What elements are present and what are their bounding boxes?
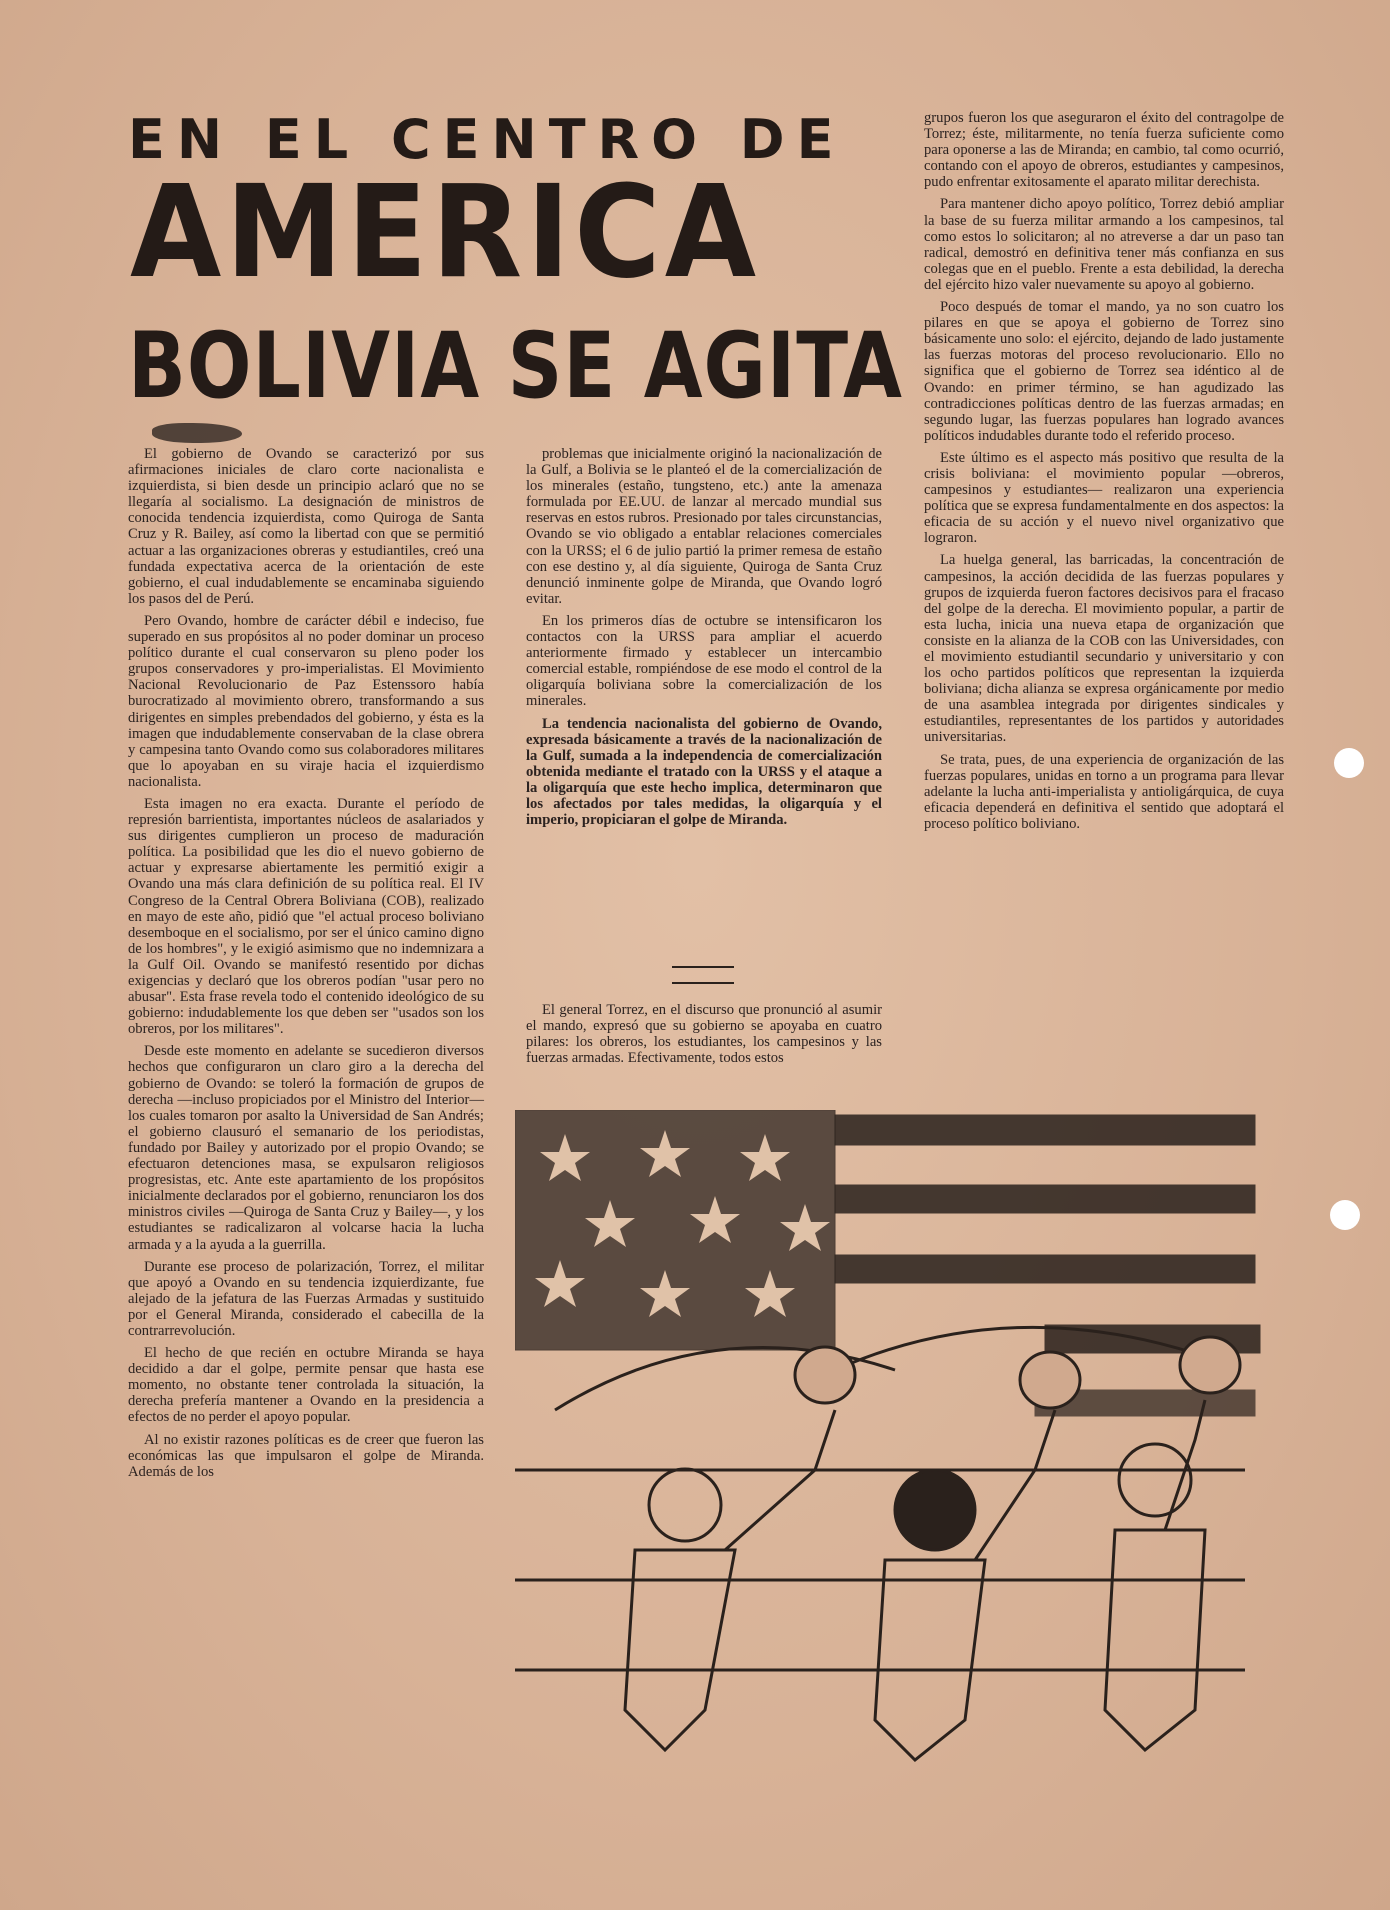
- article-column-2: [526, 446, 882, 834]
- section-divider-bottom: [672, 982, 734, 984]
- paragraph: Se trata, pues, de una experiencia de organización de las fuerzas populares, unidas en torno a un programa para llevar adelante la lucha anti-imperialista y antioligárquica, de cuya eficacia dependerá en definitiva el sentido que adoptará el proceso político boliviano.: [924, 751, 1284, 832]
- paragraph: El general Torrez, en el discurso que pronunció al asumir el mando, expresó que su gobierno se apoyaba en cuatro pilares: los obreros, los estudiantes, los campesinos y las fuerzas armadas. Efectivamente, todos estos: [526, 1002, 882, 1067]
- paragraph: La huelga general, las barricadas, la concentración de campesinos, la acción decidida de las fuerzas populares y grupos de izquierda fueron factores decisivos para el fracaso del golpe de la derecha. El movimiento popular, a partir de esta lucha, inicia una nueva etapa de organización que consiste en la alianza de la COB con las Universidades, con el movimiento estudiantil secundario y universitario y con los ocho partidos políticos que representan la izquierda boliviana; dicha alianza se expresa orgánicamente por medio de una asamblea integrada por dirigentes sindicales y estudiantiles, representantes de los partidos y autoridades universitarias.: [924, 552, 1284, 746]
- ink-smudge: [152, 423, 242, 443]
- paragraph: Este último es el aspecto más positivo que resulta de la crisis boliviana: el movimiento popular —obreros, campesinos y estudiantes— realizaron una experiencia política que se expresa fundamentalmente en dos aspectos: la eficacia de su acción y el nuevo nivel organizativo que lograron.: [924, 449, 1284, 547]
- punch-hole-bottom: [1330, 1200, 1360, 1230]
- us-flag-icon: [515, 1110, 1260, 1416]
- paragraph: La tendencia nacionalista del gobierno de Ovando, expresada básicamente a través de la nacionalización de la Gulf, sumada a la independencia de comercialización obtenida mediante el tratado con la URSS y el ataque a la oligarquía que este hecho implica, determinaron que los afectados por tales medidas, la oligarquía y el imperio, propiciaran el golpe de Miranda.: [526, 715, 882, 829]
- paragraph: Poco después de tomar el mando, ya no son cuatro los pilares en que se apoya el gobierno de Torrez sino básicamente uno solo: el ejército, dejando de lado justamente las fuerzas motoras del proceso revolucionario. Ello no significa que el gobierno de Torrez sea idéntico al de Ovando: en primer término, se han agudizado las contradicciones políticas dentro de las fuerzas armadas; en segundo lugar, las fuerzas populares han logrado avances políticos indudables durante todo el referido proceso.: [924, 299, 1284, 444]
- paragraph: Para mantener dicho apoyo político, Torrez debió ampliar la base de su fuerza militar armando a los campesinos, tal como estos lo solicitaron; al no atreverse a dar un paso tan radical, demostró en definitiva tener más confianza en sus colegas que en el pueblo. Frente a esta debilidad, la derecha del ejército hizo valer nuevamente su apoyo al gobierno.: [924, 196, 1284, 293]
- paragraph: Esta imagen no era exacta. Durante el período de represión barrientista, importantes núcleos de asalariados y sus dirigentes cumplieron un proceso de maduración política. La posibilidad que les dio el nuevo gobierno de actuar y expresarse abiertamente les permitió exigir a Ovando una más clara definición de su política real. El IV Congreso de la Central Obrera Boliviana (COB), realizado en mayo de este año, pidió que "el actual proceso boliviano desemboque en el socialismo, por ser el único camino digno de los hombres", y le exigió asimismo que no indemnizara a la Gulf Oil. Ovando se manifestó resentido por dichas exigencias y declaró que los obreros podían "usar pero no abusar". Esta frase revela todo el contenido ideológico de su gobierno: indudablemente los que deben ser "usados son los obreros, por los militares".: [128, 795, 484, 1038]
- cartoon-illustration: [515, 1110, 1265, 1790]
- article-column-2-continued: [526, 1002, 882, 1072]
- paragraph: El hecho de que recién en octubre Miranda se haya decidido a dar el golpe, permite pensar que hasta ese momento, no obstante tener controlada la situación, la derecha prefería mantener a Ovando en la presidencia a efectos de no perder el apoyo popular.: [128, 1345, 484, 1426]
- article-column-1: [128, 446, 484, 1486]
- paragraph: Al no existir razones políticas es de creer que fueron las económicas las que impulsaron el golpe de Miranda. Además de los: [128, 1431, 484, 1480]
- paragraph: El gobierno de Ovando se caracterizó por sus afirmaciones iniciales de claro corte nacionalista e izquierdista, si bien desde un principio aclaró que no se llegaría al socialismo. La designación de ministros de conocida tendencia izquierdista, como Quiroga de Santa Cruz y R. Bailey, así como la libertad con que se permitió actuar a las organizaciones obreras y estudiantiles, creó una fundada expectativa acerca de la orientación de este gobierno, el cual indudablemente se encaminaba siguiendo los pasos del de Perú.: [128, 446, 484, 607]
- paragraph: grupos fueron los que aseguraron el éxito del contragolpe de Torrez; éste, militarmente, no tenía fuerza suficiente como para oponerse a las de Miranda; en cambio, tal como ocurrió, contando con el apoyo de obreros, estudiantes y campesinos, pudo enfrentar exitosamente el aparato militar derechista.: [924, 110, 1284, 191]
- article-column-3: [924, 110, 1284, 838]
- paragraph: problemas que inicialmente originó la nacionalización de la Gulf, a Bolivia se le planteó el de la comercialización de los minerales (estaño, tungsteno, etc.) ante la amenaza formulada por EE.UU. de lanzar al mercado mundial sus reservas en estos rubros. Presionado por tales circunstancias, Ovando se vio obligado a entablar relaciones comerciales con la URSS; el 6 de julio partió la primer remesa de estaño con ese destino y, al día siguiente, Quiroga de Santa Cruz denunció inminente golpe de Miranda, que Ovando logró evitar.: [526, 446, 882, 607]
- paragraph: Durante ese proceso de polarización, Torrez, el militar que apoyó a Ovando en su tendencia izquierdizante, fue alejado de la jefatura de las Fuerzas Armadas y sustituido por el General Miranda, considerado el cabecilla de la contrarrevolución.: [128, 1258, 484, 1339]
- paragraph: Pero Ovando, hombre de carácter débil e indeciso, fue superado en sus propósitos al no poder dominar un proceso político durante el cual conservaron su pleno poder los grupos conservadores y pro-imperialistas. El Movimiento Nacional Revolucionario de Paz Estenssoro había burocratizado al movimiento obrero, transformando a sus dirigentes en simples prebendados del gobierno, y ésta es la imagen que indudablemente conservaban de la clase obrera y campesina tanto Ovando como sus colaboradores militares que lo apoyaban en su viraje hacia el izquierdismo nacionalista.: [128, 612, 484, 790]
- headline-sub: BOLIVIA SE AGITA: [128, 311, 903, 419]
- headline-main: AMERICA: [130, 157, 761, 307]
- paragraph: Desde este momento en adelante se sucedieron diversos hechos que configuraron un claro giro a la derecha del gobierno de Ovando: se toleró la formación de grupos de derecha —incluso propiciados por el Ministro del Interior— los cuales tomaron por asalto la Universidad de San Andrés; el gobierno clausuró el semanario de los periodistas, fundado por Bailey y autorizado por el propio Ovando; se efectuaron detenciones masa, se expulsaron religiosos progresistas, etc. Ante este apartamiento de los propósitos inicialmente declarados por el gobierno, renunciaron los dos ministros civiles —Quiroga de Santa Cruz y Bailey—, y los estudiantes se radicalizaron al volcarse hacia la lucha armada y a la ayuda a la guerrilla.: [128, 1043, 484, 1253]
- punch-hole-top: [1334, 748, 1364, 778]
- headline-kicker: EN EL CENTRO DE: [128, 108, 846, 171]
- paragraph: En los primeros días de octubre se intensificaron los contactos con la URSS para ampliar el acuerdo anteriormente firmado y establecer un intercambio comercial estable, rompiéndose de ese modo el control de la oligarquía boliviana sobre la comercialización de los minerales.: [526, 612, 882, 710]
- section-divider-top: [672, 966, 734, 968]
